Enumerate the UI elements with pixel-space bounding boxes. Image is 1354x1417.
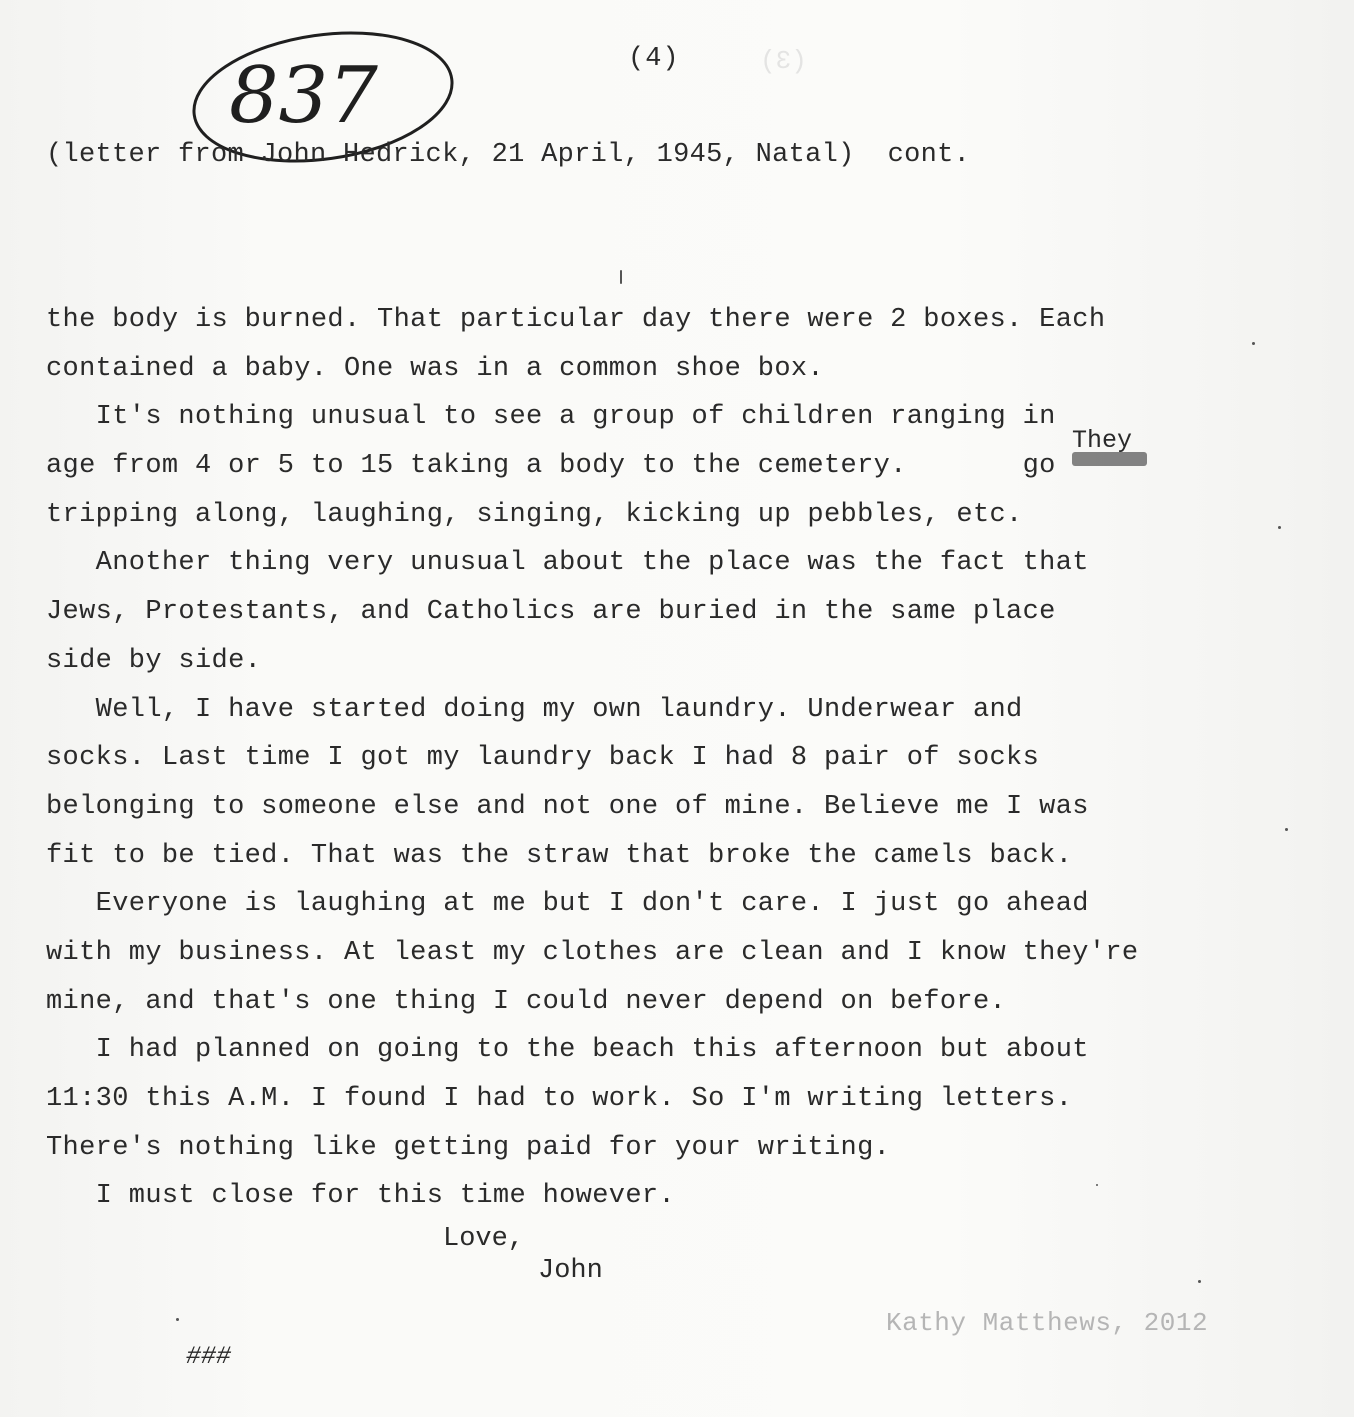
page-number: (4) [628, 44, 680, 74]
body-line: mine, and that's one thing I could never depend on before. [46, 986, 1007, 1017]
closing-salutation: Love, [443, 1224, 525, 1254]
body-line: Another thing very unusual about the place was the fact that [46, 548, 1089, 579]
scan-speck [1198, 1280, 1201, 1283]
signature: John [538, 1256, 603, 1286]
scan-speck [1285, 828, 1288, 831]
body-line: socks. Last time I got my laundry back I had 8 pair of socks [46, 743, 1040, 774]
body-line: fit to be tied. That was the straw that broke the camels back. [46, 840, 1073, 871]
body-line: belonging to someone else and not one of mine. Believe me I was [46, 791, 1089, 822]
scan-speck [1096, 1184, 1098, 1186]
body-line: I must close for this time however. [46, 1181, 675, 1212]
scan-speck [176, 1318, 179, 1321]
scan-speck [1278, 526, 1281, 529]
body-line: There's nothing like getting paid for your writing. [46, 1132, 891, 1163]
body-line: contained a baby. One was in a common shoe box. [46, 353, 824, 384]
letter-body [46, 296, 1336, 1221]
body-line: age from 4 or 5 to 15 taking a body to the cemetery. go [46, 451, 1056, 482]
body-line: side by side. [46, 645, 262, 676]
body-line: 11:30 this A.M. I found I had to work. So I'm writing letters. [46, 1084, 1073, 1114]
bleed-through-text: (3) [760, 46, 807, 76]
letter-header: (letter from John Hedrick, 21 April, 1945, Natal) cont. [46, 140, 971, 170]
body-line: I had planned on going to the beach this afternoon but about [46, 1035, 1089, 1066]
scan-speck [1252, 342, 1255, 345]
body-line: the body is burned. That particular day there were 2 boxes. Each [46, 305, 1106, 335]
stamp-number: 837 [229, 51, 378, 141]
body-line: Jews, Protestants, and Catholics are buried in the same place [46, 597, 1056, 628]
body-line: with my business. At least my clothes are clean and I know they're [46, 937, 1139, 968]
body-line: It's nothing unusual to see a group of children ranging in [46, 402, 1056, 433]
body-line: tripping along, laughing, singing, kicking up pebbles, etc. [46, 499, 1023, 530]
body-line: Everyone is laughing at me but I don't care. I just go ahead [46, 889, 1089, 920]
inserted-word: They [1072, 426, 1133, 455]
body-line: Well, I have started doing my own laundry. Underwear and [46, 694, 1023, 725]
credit-line: Kathy Matthews, 2012 [886, 1308, 1209, 1338]
scan-speck [620, 270, 622, 284]
end-mark: ### [186, 1342, 232, 1371]
